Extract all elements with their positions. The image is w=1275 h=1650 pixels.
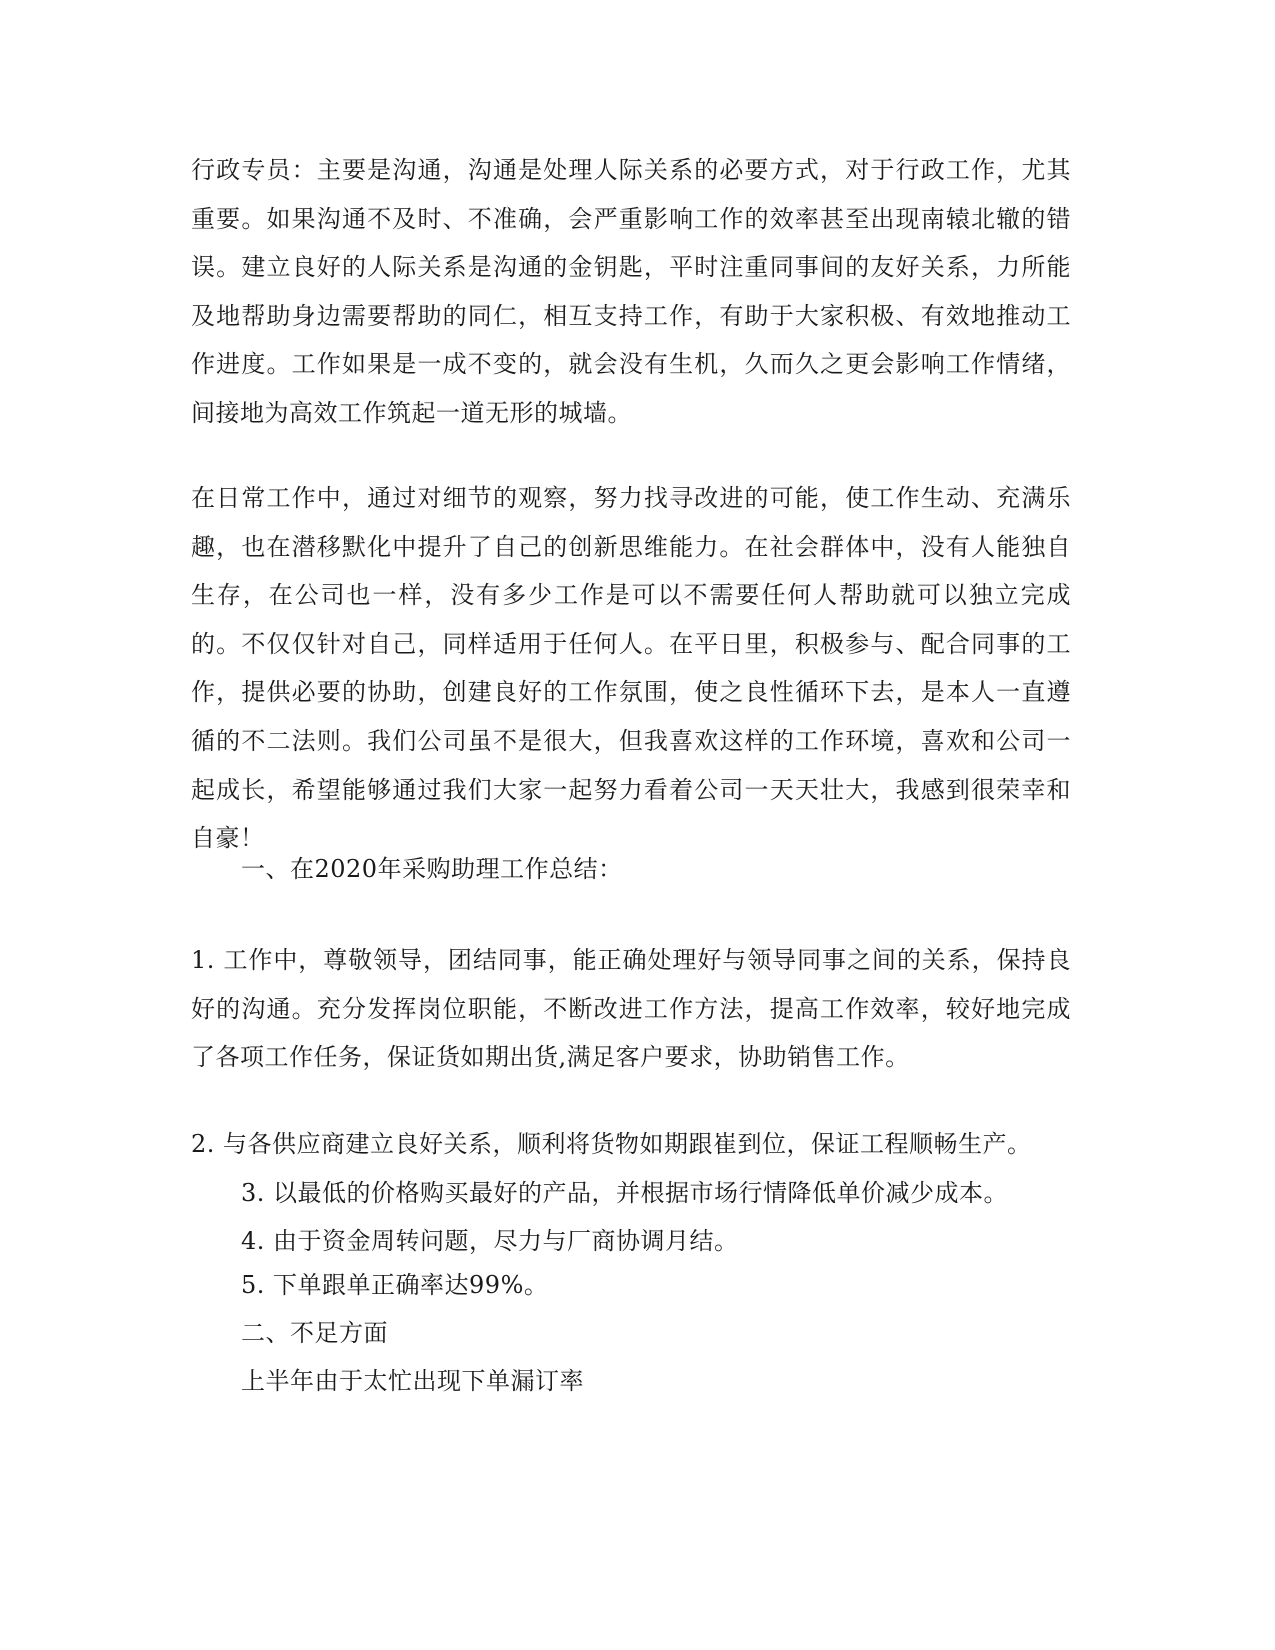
list-item-3: 3. 以最低的价格购买最好的产品，并根据市场行情降低单价减少成本。: [241, 1179, 1009, 1207]
paragraph-admin-communication: 行政专员：主要是沟通，沟通是处理人际关系的必要方式，对于行政工作，尤其重要。如果沟通不及时、不准确，会严重影响工作的效率甚至出现南辕北辙的错误。建立良好的人际关系是沟通的金钥匙，平时注重同事间的友好关系，力所能及地帮助身边需要帮助的同仁，相互支持工作，有助于大家积极、有效地推动工作进度。工作如果是一成不变的，就会没有生机，久而久之更会影响工作情绪，间接地为高效工作筑起一道无形的城墙。: [191, 156, 1071, 427]
list-item-1: 1. 工作中，尊敬领导，团结同事，能正确处理好与领导同事之间的关系，保持良好的沟通。充分发挥岗位职能，不断改进工作方法，提高工作效率，较好地完成了各项工作任务，保证货如期出货,满足客户要求，协助销售工作。: [191, 946, 1071, 1072]
paragraph-daily-work: 在日常工作中，通过对细节的观察，努力找寻改进的可能，使工作生动、充满乐趣，也在潜移默化中提升了自己的创新思维能力。在社会群体中，没有人能独自生存，在公司也一样，没有多少工作是可以不需要任何人帮助就可以独立完成的。不仅仅针对自己，同样适用于任何人。在平日里，积极参与、配合同事的工作，提供必要的协助，创建良好的工作氛围，使之良性循环下去，是本人一直遵循的不二法则。我们公司虽不是很大，但我喜欢这样的工作环境，喜欢和公司一起成长，希望能够通过我们大家一起努力看着公司一天天壮大，我感到很荣幸和自豪！: [191, 484, 1071, 853]
list-item-4: 4. 由于资金周转问题，尽力与厂商协调月结。: [241, 1227, 739, 1255]
section-two-text: 上半年由于太忙出现下单漏订率: [241, 1367, 584, 1395]
list-item-5: 5. 下单跟单正确率达99%。: [241, 1271, 549, 1299]
section-two-heading: 二、不足方面: [241, 1319, 388, 1347]
list-item-2: 2. 与各供应商建立良好关系，顺利将货物如期跟崔到位，保证工程顺畅生产。: [191, 1130, 1032, 1158]
section-one-heading: 一、在2020年采购助理工作总结：: [241, 855, 623, 883]
